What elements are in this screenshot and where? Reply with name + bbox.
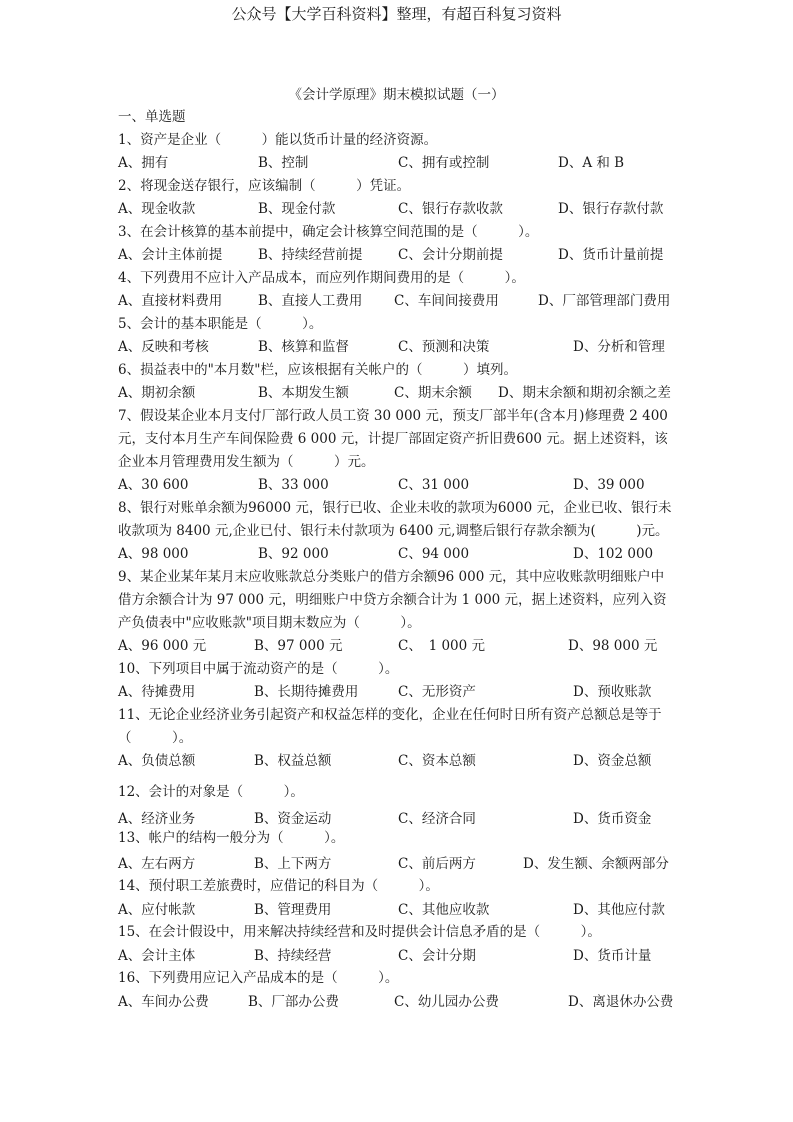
question-text: 9、某企业某年某月末应收账款总分类账户的借方余额96 000 元，其中应收账款明细账户中 [118, 569, 665, 585]
options-row [118, 545, 678, 563]
options-row [118, 752, 678, 770]
options-row [118, 200, 678, 218]
question-text: 收款项为 8400 元,企业已付、银行未付款项为 6400 元,调整后银行存款余额为( )元。 [118, 523, 669, 539]
answer-option: B、33 000 [258, 477, 329, 493]
answer-option: A、现金收款 [118, 201, 196, 217]
answer-option: C、幼儿园办公费 [394, 994, 499, 1010]
options-row [118, 154, 678, 172]
answer-option: D、A 和 B [558, 155, 625, 171]
answer-option: B、控制 [258, 155, 309, 171]
question-text: 13、帐户的结构一般分为（ ）。 [118, 830, 345, 846]
answer-option: D、资金总额 [573, 753, 652, 769]
question-text: 12、会计的对象是（ ）。 [118, 784, 304, 800]
answer-option: D、分析和管理 [573, 339, 665, 355]
question-text: 16、下列费用应记入产品成本的是（ ）。 [118, 970, 399, 986]
question-text: 4、下列费用不应计入产品成本，而应列作期间费用的是（ ）。 [118, 270, 525, 286]
answer-option: A、直接材料费用 [118, 293, 223, 309]
answer-option: D、期末余额和期初余额之差 [498, 385, 671, 401]
answer-option: C、无形资产 [398, 684, 476, 700]
options-row [118, 292, 678, 310]
answer-option: C、预测和决策 [398, 339, 490, 355]
question-text: 企业本月管理费用发生额为（ ）元。 [118, 454, 375, 470]
answer-option: A、会计主体前提 [118, 247, 223, 263]
answer-option: A、反映和考核 [118, 339, 209, 355]
answer-option: D、98 000 元 [568, 638, 658, 654]
answer-option: B、本期发生额 [258, 385, 349, 401]
answer-option: A、待摊费用 [118, 684, 196, 700]
answer-option: A、会计主体 [118, 948, 196, 964]
answer-option: B、长期待摊费用 [254, 684, 359, 700]
answer-option: A、拥有 [118, 155, 169, 171]
answer-option: D、厂部管理部门费用 [538, 293, 671, 309]
answer-option: B、97 000 元 [254, 638, 343, 654]
answer-option: C、其他应收款 [398, 902, 490, 918]
answer-option: A、98 000 [118, 546, 189, 562]
answer-option: B、持续经营前提 [258, 247, 363, 263]
answer-option: B、92 000 [258, 546, 329, 562]
answer-option: D、银行存款付款 [558, 201, 664, 217]
question-text: 10、下列项目中属于流动资产的是（ ）。 [118, 661, 399, 677]
answer-option: D、其他应付款 [573, 902, 665, 918]
answer-option: C、拥有或控制 [398, 155, 490, 171]
answer-option: C、车间间接费用 [394, 293, 499, 309]
answer-option: B、上下两方 [254, 856, 332, 872]
answer-option: D、39 000 [573, 477, 645, 493]
answer-option: C、94 000 [398, 546, 470, 562]
answer-option: C、会计分期 [398, 948, 476, 964]
options-row [118, 246, 678, 264]
answer-option: A、车间办公费 [118, 994, 209, 1010]
question-text: 6、损益表中的"本月数"栏，应该根据有关帐户的（ ）填列。 [118, 362, 518, 378]
answer-option: D、102 000 [573, 546, 654, 562]
question-text: 15、在会计假设中，用来解决持续经营和及时提供会计信息矛盾的是（ ）。 [118, 924, 601, 940]
question-text: 7、假设某企业本月支付厂部行政人员工资 30 000 元，预支厂部半年(含本月)修理费 2 400 [118, 408, 668, 424]
answer-option: A、应付帐款 [118, 902, 196, 918]
options-row [118, 810, 678, 828]
answer-option: C、资本总额 [398, 753, 476, 769]
answer-option: B、直接人工费用 [258, 293, 363, 309]
answer-option: D、货币资金 [573, 811, 652, 827]
options-row [118, 855, 678, 873]
answer-option: B、权益总额 [254, 753, 332, 769]
answer-option: D、货币计量前提 [558, 247, 664, 263]
answer-option: C、 1 000 元 [398, 638, 486, 654]
answer-option: B、核算和监督 [258, 339, 349, 355]
options-row [118, 476, 678, 494]
answer-option: D、货币计量 [573, 948, 652, 964]
options-row [118, 993, 678, 1011]
question-text: 11、无论企业经济业务引起资产和权益怎样的变化，企业在任何时日所有资产总额总是等于 [118, 707, 662, 723]
answer-option: C、31 000 [398, 477, 470, 493]
answer-option: D、离退休办公费 [568, 994, 674, 1010]
question-text: 借方余额合计为 97 000 元，明细账户中贷方余额合计为 1 000 元，据上述资料，应列入资 [118, 592, 667, 608]
options-row [118, 947, 678, 965]
answer-option: B、持续经营 [254, 948, 332, 964]
options-row [118, 901, 678, 919]
answer-option: A、左右两方 [118, 856, 196, 872]
options-row [118, 384, 678, 402]
answer-option: A、期初余额 [118, 385, 196, 401]
answer-option: C、期末余额 [394, 385, 472, 401]
answer-option: A、负债总额 [118, 753, 196, 769]
answer-option: D、发生额、余额两部分 [523, 856, 669, 872]
question-text: 元，支付本月生产车间保险费 6 000 元，计提厂部固定资产折旧费600 元。据上述资料，该 [118, 431, 668, 447]
answer-option: A、30 600 [118, 477, 189, 493]
question-text: 3、在会计核算的基本前提中，确定会计核算空间范围的是（ ）。 [118, 224, 539, 240]
answer-option: C、前后两方 [398, 856, 476, 872]
question-text: 2、将现金送存银行，应该编制（ ）凭证。 [118, 178, 411, 194]
section-heading: 一、单选题 [118, 109, 186, 125]
answer-option: D、预收账款 [573, 684, 652, 700]
question-text: （ ）。 [118, 730, 193, 746]
page-header: 公众号【大学百科资料】整理，有超百科复习资料 [231, 5, 562, 23]
answer-option: C、银行存款收款 [398, 201, 503, 217]
options-row [118, 683, 678, 701]
answer-option: B、管理费用 [254, 902, 332, 918]
question-text: 产负债表中"应收账款"项目期末数应为（ ）。 [118, 615, 421, 631]
document-title: 《会计学原理》期末模拟试题（一） [288, 87, 505, 103]
answer-option: B、厂部办公费 [248, 994, 339, 1010]
question-text: 1、资产是企业（ ）能以货币计量的经济资源。 [118, 132, 438, 148]
answer-option: A、96 000 元 [118, 638, 207, 654]
question-text: 14、预付职工差旅费时，应借记的科目为（ ）。 [118, 878, 439, 894]
answer-option: B、资金运动 [254, 811, 332, 827]
answer-option: B、现金付款 [258, 201, 336, 217]
answer-option: C、经济合同 [398, 811, 476, 827]
answer-option: A、经济业务 [118, 811, 196, 827]
question-text: 5、会计的基本职能是（ ）。 [118, 316, 323, 332]
options-row [118, 637, 678, 655]
answer-option: C、会计分期前提 [398, 247, 503, 263]
options-row [118, 338, 678, 356]
question-text: 8、银行对账单余额为96000 元，银行已收、企业未收的款项为6000 元，企业已收、银行未 [118, 500, 672, 516]
